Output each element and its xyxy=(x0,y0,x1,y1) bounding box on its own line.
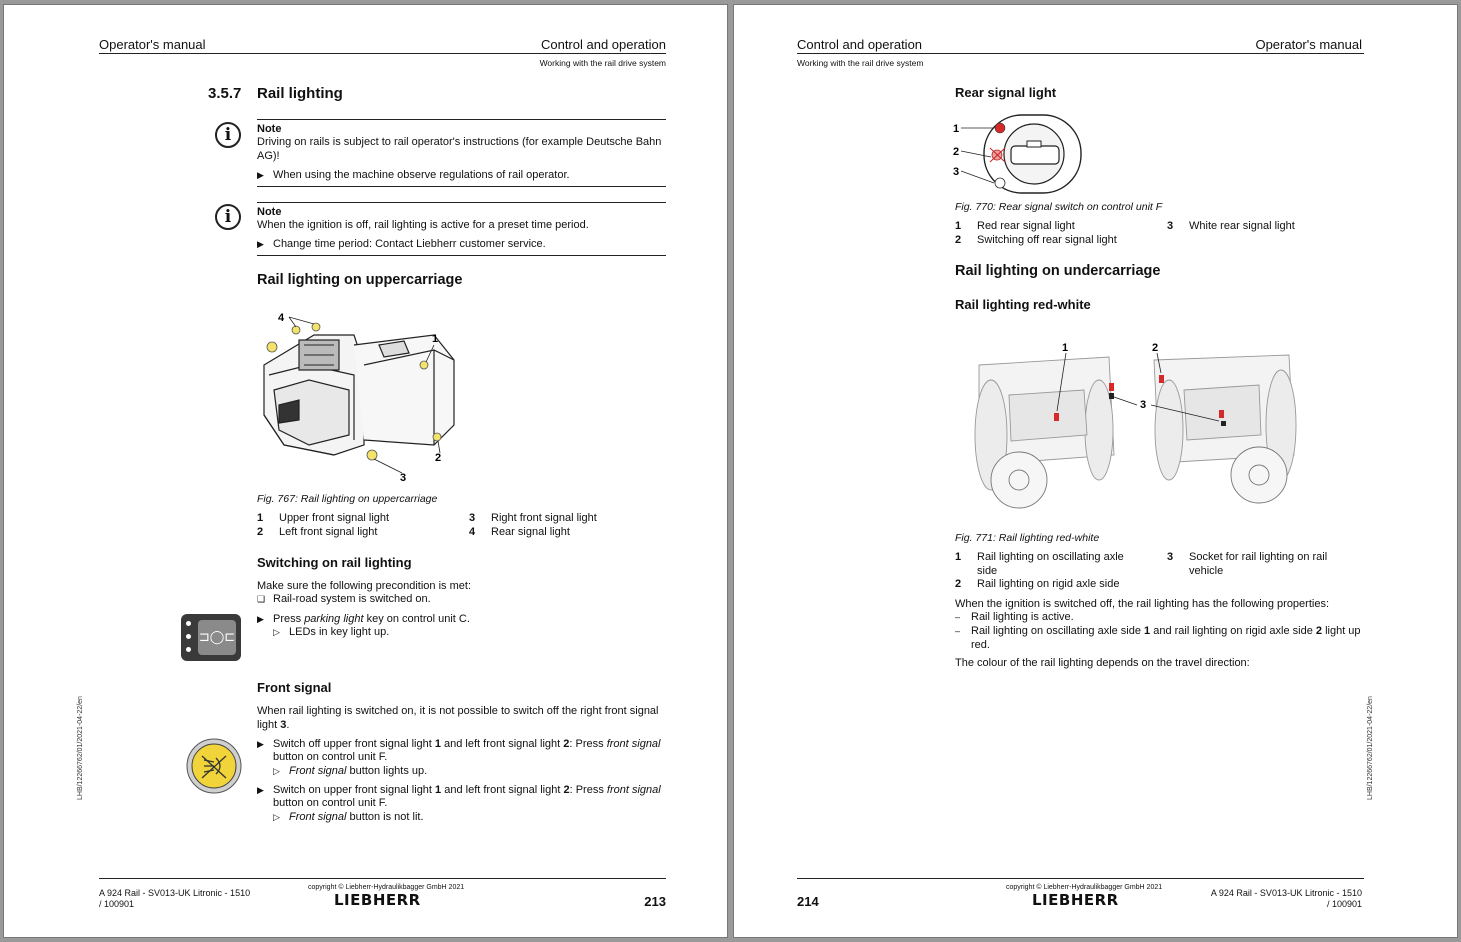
legend-item: 1 Rail lighting on oscillating axle side xyxy=(955,551,1124,577)
legend-item: 2 Rail lighting on rigid axle side xyxy=(955,578,1120,590)
fig767-caption: Fig. 767: Rail lighting on uppercarriage xyxy=(257,493,438,505)
side-code: LHB/12266762/01/2021-04-22/en xyxy=(1367,696,1374,800)
legend-item: 3 Right front signal light xyxy=(469,512,597,524)
legend-item: 1 Red rear signal light xyxy=(955,220,1075,232)
left-page xyxy=(3,4,728,938)
step-result: ▷ Front signal button lights up. xyxy=(273,765,428,777)
header-sub: Working with the rail drive system xyxy=(539,58,666,68)
precondition-item: ❑ Rail-road system is switched on. xyxy=(257,593,431,605)
rear-signal-switch-figure xyxy=(949,113,1089,198)
fig771-callout-1: 1 xyxy=(1062,342,1069,354)
property-item: – Rail lighting is active. xyxy=(955,611,1074,623)
footer-model: A 924 Rail - SV013-UK Litronic - 1510 xyxy=(99,888,251,898)
fig770-callout-2: 2 xyxy=(953,146,960,158)
step-result: ▷ LEDs in key light up. xyxy=(273,626,390,638)
legend-item: 2 Left front signal light xyxy=(257,526,378,538)
legend-item: 1 Upper front signal light xyxy=(257,512,390,524)
copyright: copyright © Liebherr-Hydraulikbagger GmbH 2021 xyxy=(1006,884,1163,891)
note2-action: ▶ Change time period: Contact Liebherr customer service. xyxy=(257,238,546,250)
heading-uppercarriage: Rail lighting on uppercarriage xyxy=(257,272,463,288)
page-number: 213 xyxy=(644,894,666,909)
legend-item: 2 Switching off rear signal light xyxy=(955,234,1117,246)
fig767-callout-2: 2 xyxy=(435,452,442,464)
section-title: Rail lighting xyxy=(257,85,343,102)
header-right: Operator's manual xyxy=(1255,37,1362,52)
page-number: 214 xyxy=(797,894,819,909)
fig770-callout-1: 1 xyxy=(953,123,960,135)
fig767-callout-4: 4 xyxy=(278,312,285,324)
step-result: ▷ Front signal button is not lit. xyxy=(273,811,424,823)
note1-text: Driving on rails is subject to rail operator's instructions (for example Deutsche Bahn AG)! xyxy=(257,136,662,162)
heading-undercarriage: Rail lighting on undercarriage xyxy=(955,263,1161,279)
fig770-caption: Fig. 770: Rear signal switch on control unit F xyxy=(955,201,1163,213)
properties-intro: When the ignition is switched off, the rail lighting has the following properties: xyxy=(955,598,1330,610)
section-number: 3.5.7 xyxy=(208,85,242,102)
footer-model: A 924 Rail - SV013-UK Litronic - 1510 xyxy=(1210,888,1362,898)
fig767-callout-3: 3 xyxy=(400,472,407,484)
heading-front-signal: Front signal xyxy=(257,680,332,695)
heading-red-white: Rail lighting red-white xyxy=(955,297,1091,312)
note1-title: Note xyxy=(257,123,282,135)
note2-text: When the ignition is off, rail lighting is active for a preset time period. xyxy=(257,219,589,231)
liebherr-logo: LIEBHERR xyxy=(334,891,421,909)
header-right: Control and operation xyxy=(540,37,666,52)
side-code: LHB/12266762/01/2021-04-22/en xyxy=(77,696,84,800)
undercarriage-figure xyxy=(969,335,1309,520)
header-left: Control and operation xyxy=(797,37,923,52)
fig771-callout-3: 3 xyxy=(1140,399,1147,411)
note2-title: Note xyxy=(257,206,282,218)
heading-rear-signal: Rear signal light xyxy=(955,85,1057,100)
footer-model-2: / 100901 xyxy=(99,899,135,909)
info-icon: i xyxy=(215,204,241,230)
copyright: copyright © Liebherr-Hydraulikbagger GmbH 2021 xyxy=(308,884,465,891)
legend-item: 4 Rear signal light xyxy=(469,526,570,538)
info-icon: i xyxy=(215,122,241,148)
fig767-callout-1: 1 xyxy=(432,333,439,345)
property-item: – Rail lighting on oscillating axle side 1 and rail lighting on rigid axle side 2 light up red. xyxy=(955,625,1361,651)
precondition-text: Make sure the following precondition is met: xyxy=(257,580,471,592)
front-signal-button-icon xyxy=(186,738,242,794)
legend-item: 3 White rear signal light xyxy=(1167,220,1295,232)
step-switch-on: ▶ Switch on upper front signal light 1 and left front signal light 2: Press front signal xyxy=(257,784,661,796)
colour-text: The colour of the rail lighting depends on the travel direction: xyxy=(955,657,1250,669)
legend-item: 3 Socket for rail lighting on rail vehicle xyxy=(1167,551,1328,577)
right-page xyxy=(733,4,1458,938)
header-left: Operator's manual xyxy=(99,37,206,52)
heading-switching: Switching on rail lighting xyxy=(257,555,412,570)
step-switch-off-cont: button on control unit F. xyxy=(273,751,388,763)
note1-action: ▶ When using the machine observe regulations of rail operator. xyxy=(257,169,570,181)
header-sub: Working with the rail drive system xyxy=(797,58,924,68)
fig771-callout-2: 2 xyxy=(1152,342,1159,354)
step-parking-light: ▶ Press parking light key on control unit C. xyxy=(257,613,470,625)
footer-model-2: / 100901 xyxy=(1326,899,1362,909)
step-switch-on-cont: button on control unit F. xyxy=(273,797,388,809)
liebherr-logo: LIEBHERR xyxy=(1032,891,1119,909)
front-signal-text: When rail lighting is switched on, it is not possible to switch off the right front signal light 3. xyxy=(257,705,659,731)
uppercarriage-figure xyxy=(254,305,474,485)
fig770-callout-3: 3 xyxy=(953,166,960,178)
fig771-caption: Fig. 771: Rail lighting red-white xyxy=(955,532,1100,544)
parking-light-key-icon: ⊐◯⊏ xyxy=(181,614,241,661)
step-switch-off: ▶ Switch off upper front signal light 1 and left front signal light 2: Press front signal xyxy=(257,738,661,750)
